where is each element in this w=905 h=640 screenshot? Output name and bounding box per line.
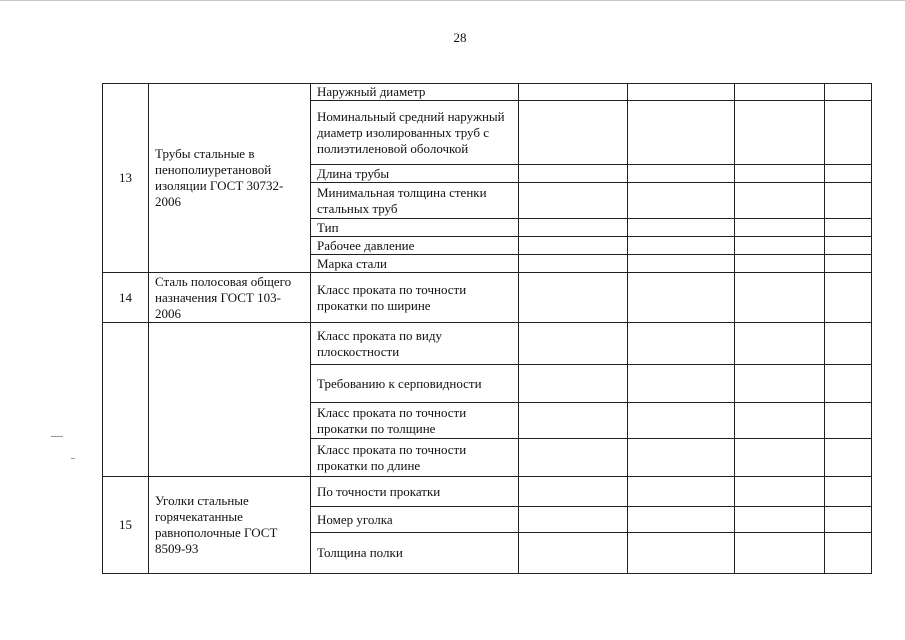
parameter-cell: Класс проката по точности прокатки по ширине [311, 273, 519, 323]
empty-value-cell [628, 101, 735, 165]
empty-value-cell [735, 439, 825, 477]
empty-value-cell [825, 533, 872, 574]
row-number-cell [103, 323, 149, 477]
empty-value-cell [519, 183, 628, 219]
empty-value-cell [825, 439, 872, 477]
empty-value-cell [825, 273, 872, 323]
product-name-cell: Трубы стальные в пенополиуретановой изоляции ГОСТ 30732-2006 [149, 84, 311, 273]
empty-value-cell [735, 237, 825, 255]
empty-value-cell [519, 84, 628, 101]
empty-value-cell [825, 323, 872, 365]
top-border-line [0, 0, 905, 1]
parameter-cell: Наружный диаметр [311, 84, 519, 101]
table-row [103, 84, 872, 101]
product-name-cell [149, 323, 311, 477]
empty-value-cell [628, 255, 735, 273]
parameter-cell: Длина трубы [311, 165, 519, 183]
empty-value-cell [735, 365, 825, 403]
product-name-cell: Сталь полосовая общего назначения ГОСТ 103-2006 [149, 273, 311, 323]
empty-value-cell [735, 255, 825, 273]
empty-value-cell [735, 273, 825, 323]
parameter-cell: Класс проката по виду плоскостности [311, 323, 519, 365]
row-number-cell: 14 [103, 273, 149, 323]
empty-value-cell [519, 507, 628, 533]
empty-value-cell [628, 165, 735, 183]
parameter-cell: Требованию к серповидности [311, 365, 519, 403]
row-number-cell: 13 [103, 84, 149, 273]
row-number-cell: 15 [103, 477, 149, 574]
empty-value-cell [825, 183, 872, 219]
empty-value-cell [825, 84, 872, 101]
empty-value-cell [519, 237, 628, 255]
parameter-cell: Номер уголка [311, 507, 519, 533]
page-number: 28 [453, 30, 467, 45]
empty-value-cell [628, 219, 735, 237]
empty-value-cell [519, 323, 628, 365]
empty-value-cell [735, 84, 825, 101]
table-row [103, 323, 872, 365]
empty-value-cell [735, 219, 825, 237]
empty-value-cell [628, 403, 735, 439]
empty-value-cell [735, 323, 825, 365]
empty-value-cell [628, 183, 735, 219]
table-row [103, 273, 872, 323]
empty-value-cell [735, 533, 825, 574]
empty-value-cell [519, 101, 628, 165]
empty-value-cell [519, 255, 628, 273]
empty-value-cell [628, 273, 735, 323]
empty-value-cell [825, 365, 872, 403]
empty-value-cell [825, 101, 872, 165]
empty-value-cell [628, 237, 735, 255]
empty-value-cell [519, 165, 628, 183]
empty-value-cell [825, 219, 872, 237]
empty-value-cell [825, 477, 872, 507]
empty-value-cell [735, 101, 825, 165]
table-row [103, 477, 872, 507]
empty-value-cell [735, 477, 825, 507]
specification-table [102, 83, 872, 574]
empty-value-cell [628, 507, 735, 533]
parameter-cell: По точности прокатки [311, 477, 519, 507]
empty-value-cell [519, 533, 628, 574]
empty-value-cell [519, 273, 628, 323]
parameter-cell: Толщина полки [311, 533, 519, 574]
scan-speck [71, 458, 75, 459]
empty-value-cell [628, 439, 735, 477]
empty-value-cell [519, 439, 628, 477]
empty-value-cell [825, 255, 872, 273]
parameter-cell: Класс проката по точности прокатки по толщине [311, 403, 519, 439]
empty-value-cell [628, 533, 735, 574]
empty-value-cell [628, 477, 735, 507]
parameter-cell: Минимальная толщина стенки стальных труб [311, 183, 519, 219]
empty-value-cell [519, 477, 628, 507]
empty-value-cell [735, 165, 825, 183]
parameter-cell: Рабочее давление [311, 237, 519, 255]
empty-value-cell [628, 84, 735, 101]
empty-value-cell [735, 403, 825, 439]
empty-value-cell [519, 219, 628, 237]
empty-value-cell [519, 403, 628, 439]
parameter-cell: Тип [311, 219, 519, 237]
empty-value-cell [825, 237, 872, 255]
empty-value-cell [735, 183, 825, 219]
empty-value-cell [825, 165, 872, 183]
empty-value-cell [825, 507, 872, 533]
empty-value-cell [825, 403, 872, 439]
parameter-cell: Марка стали [311, 255, 519, 273]
empty-value-cell [519, 365, 628, 403]
parameter-cell: Класс проката по точности прокатки по длине [311, 439, 519, 477]
product-name-cell: Уголки стальные горячекатанные равнополочные ГОСТ 8509-93 [149, 477, 311, 574]
empty-value-cell [628, 323, 735, 365]
empty-value-cell [735, 507, 825, 533]
parameter-cell: Номинальный средний наружный диаметр изолированных труб с полиэтиленовой оболочкой [311, 101, 519, 165]
scan-speck [51, 436, 63, 437]
empty-value-cell [628, 365, 735, 403]
